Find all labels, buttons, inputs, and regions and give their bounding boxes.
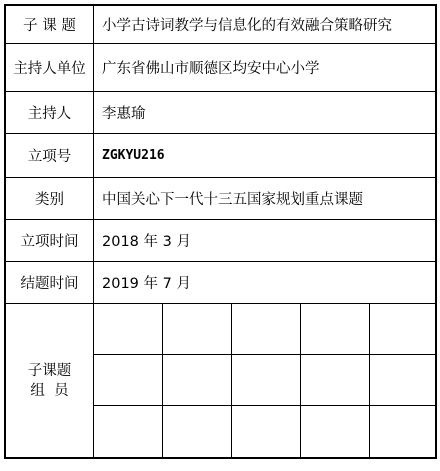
members-label-line2: 组 员 xyxy=(30,382,69,399)
approval-date-value: 2018 年 3 月 xyxy=(102,234,191,250)
approval-date-label: 立项时间 xyxy=(6,220,94,261)
member-cell xyxy=(301,304,370,355)
member-cell xyxy=(232,406,301,457)
completion-date-label: 结题时间 xyxy=(6,262,94,303)
row-host-unit xyxy=(6,44,435,92)
member-cell xyxy=(370,406,435,457)
member-cell xyxy=(301,406,370,457)
member-cell xyxy=(94,304,163,355)
row-host xyxy=(6,92,435,134)
member-cell xyxy=(94,355,163,406)
member-cell xyxy=(163,406,232,457)
members-label-line1: 子课题 xyxy=(27,362,72,379)
category-value: 中国关心下一代十三五国家规划重点课题 xyxy=(102,192,363,208)
host-label: 主持人 xyxy=(6,92,94,133)
member-cell xyxy=(301,355,370,406)
subtopic-label-text: 子 课 题 xyxy=(23,18,76,34)
project-info-table xyxy=(4,4,437,459)
row-approval-date xyxy=(6,220,435,262)
row-members xyxy=(6,304,435,457)
host-unit-value: 广东省佛山市顺德区均安中心小学 xyxy=(102,61,320,77)
member-cell xyxy=(94,406,163,457)
member-cell xyxy=(163,355,232,406)
completion-date-value: 2019 年 7 月 xyxy=(102,276,191,292)
project-number-label: 立项号 xyxy=(6,134,94,177)
category-label: 类别 xyxy=(6,178,94,219)
member-cell xyxy=(370,355,435,406)
host-value: 李惠瑜 xyxy=(102,106,146,122)
row-category xyxy=(6,178,435,220)
row-project-number xyxy=(6,134,435,178)
member-cell xyxy=(370,304,435,355)
project-number-value: ZGKYU216 xyxy=(102,148,165,163)
members-label xyxy=(6,304,94,457)
host-unit-label: 主持人单位 xyxy=(6,44,94,91)
member-cell xyxy=(232,355,301,406)
subtopic-value: 小学古诗词教学与信息化的有效融合策略研究 xyxy=(102,18,392,34)
row-subtopic xyxy=(6,6,435,44)
subtopic-label xyxy=(6,6,94,43)
members-grid xyxy=(94,304,435,457)
member-cell xyxy=(163,304,232,355)
row-completion-date xyxy=(6,262,435,304)
member-cell xyxy=(232,304,301,355)
